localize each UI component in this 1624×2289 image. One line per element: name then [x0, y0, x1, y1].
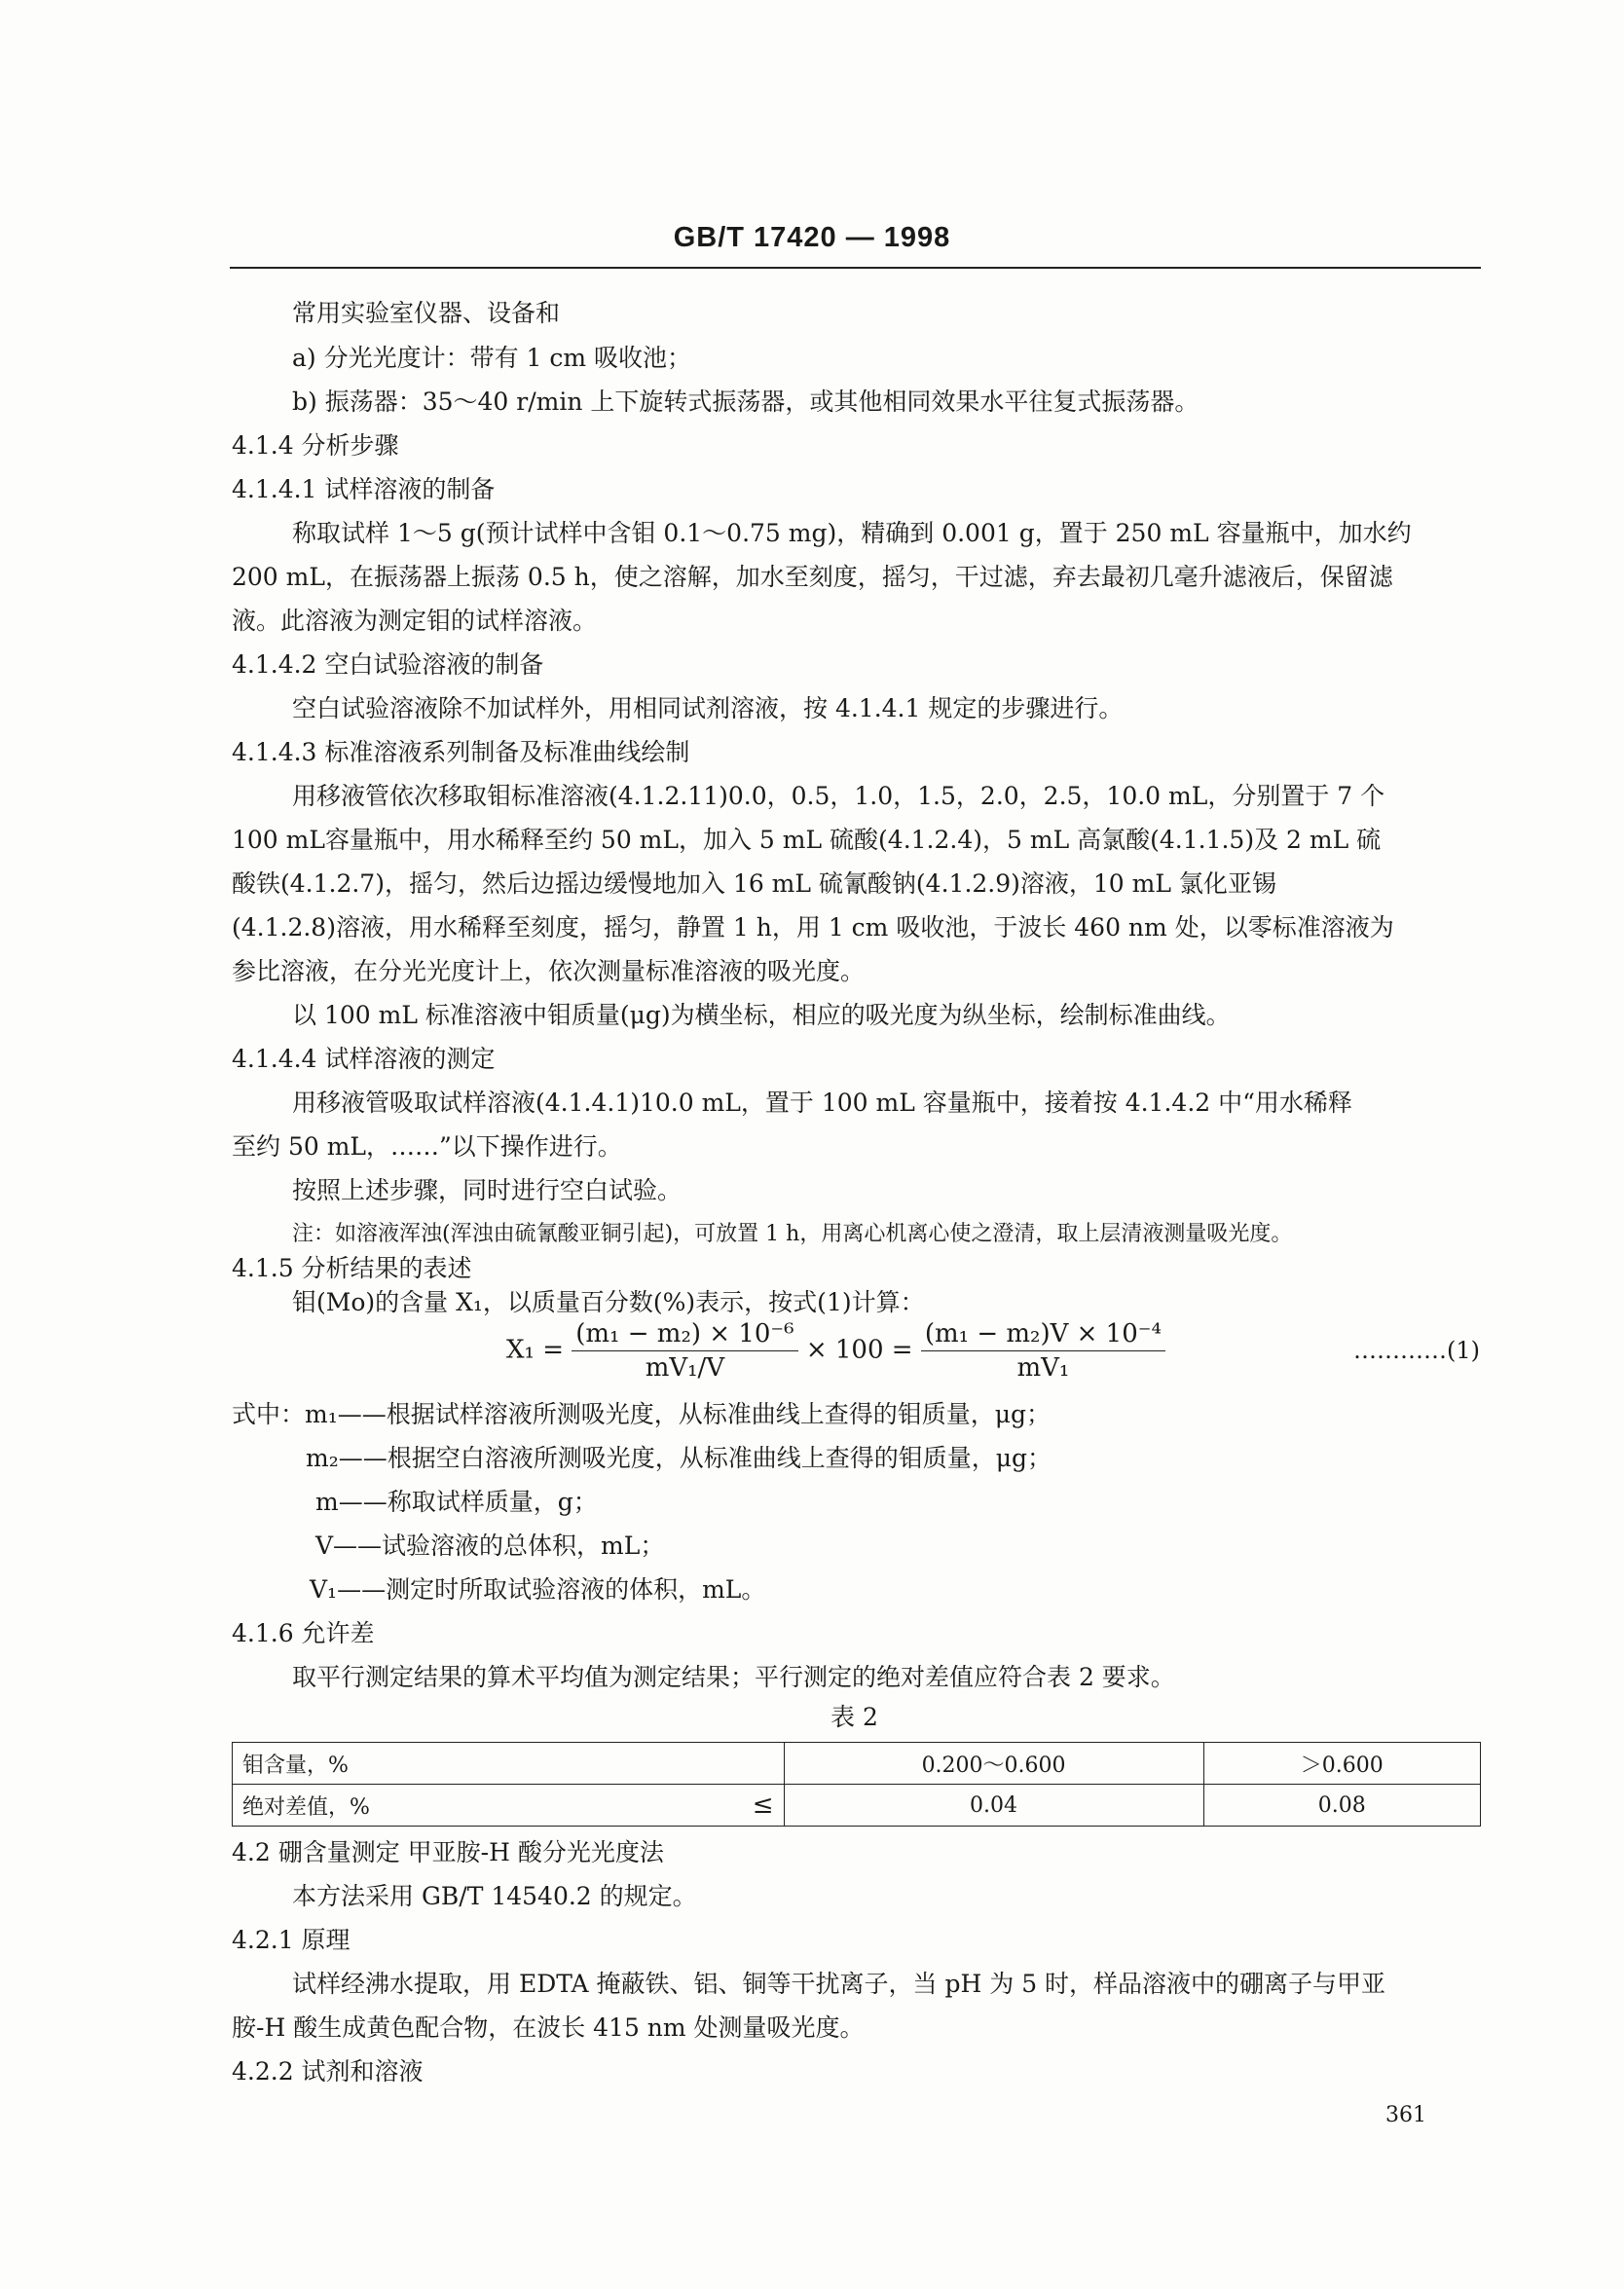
text-line: 以 100 mL 标准溶液中钼质量(μg)为横坐标，相应的吸光度为纵坐标，绘制标准曲线。	[292, 1001, 1231, 1029]
section-heading: 4.1.4.2 空白试验溶液的制备	[232, 650, 544, 679]
table-cell: 0.200～0.600	[784, 1743, 1203, 1785]
table-cell: 钼含量，%	[233, 1743, 785, 1785]
definition-line: V₁——测定时所取试验溶液的体积，mL。	[310, 1575, 766, 1604]
text-line: 100 mL容量瓶中，用水稀释至约 50 mL，加入 5 mL 硫酸(4.1.2.4)，5 mL 高氯酸(4.1.1.5)及 2 mL 硫	[232, 826, 1382, 854]
definition-line: 式中：m₁——根据试样溶液所测吸光度，从标准曲线上查得的钼质量，μg；	[232, 1400, 1051, 1428]
text-line: 用移液管吸取试样溶液(4.1.4.1)10.0 mL，置于 100 mL 容量瓶中，接着按 4.1.4.2 中“用水稀释	[292, 1089, 1352, 1117]
text-line: 常用实验室仪器、设备和	[292, 299, 561, 327]
table-cell: 0.08	[1203, 1785, 1480, 1827]
fraction-1-denominator: mV₁/V	[645, 1353, 725, 1383]
text-line: 至约 50 mL，……”以下操作进行。	[232, 1132, 622, 1161]
equation-number: …………(1)	[1353, 1337, 1480, 1364]
formula-fraction-1	[572, 1319, 797, 1383]
text-line: 取平行测定结果的算术平均值为测定结果；平行测定的绝对差值应符合表 2 要求。	[292, 1663, 1175, 1691]
text-line: a) 分光光度计：带有 1 cm 吸收池；	[292, 344, 692, 372]
table-row	[233, 1785, 1481, 1827]
section-heading: 4.2.2 试剂和溶液	[232, 2057, 424, 2086]
table-row	[233, 1743, 1481, 1785]
text-line: b) 振荡器：35～40 r/min 上下旋转式振荡器，或其他相同效果水平往复式振荡器。	[292, 388, 1200, 416]
section-heading: 4.1.6 允许差	[232, 1619, 375, 1647]
formula-lhs: X₁ =	[506, 1335, 564, 1365]
table-cell: ＞0.600	[1203, 1743, 1480, 1785]
text-line: 本方法采用 GB/T 14540.2 的规定。	[292, 1882, 697, 1910]
text-line: 液。此溶液为测定钼的试样溶液。	[232, 607, 598, 635]
header-rule	[230, 267, 1481, 269]
text-line: 酸铁(4.1.2.7)，摇匀，然后边摇边缓慢地加入 16 mL 硫氰酸钠(4.1.2.9)溶液，10 mL 氯化亚锡	[232, 869, 1276, 898]
table-2	[232, 1742, 1481, 1827]
document-code-header: GB/T 17420 — 1998	[673, 222, 951, 253]
section-heading: 4.1.4 分析步骤	[232, 431, 399, 460]
section-heading: 4.2 硼含量测定 甲亚胺-H 酸分光光度法	[232, 1838, 664, 1866]
section-heading: 4.1.4.1 试样溶液的制备	[232, 475, 496, 503]
text-line: (4.1.2.8)溶液，用水稀释至刻度，摇匀，静置 1 h，用 1 cm 吸收池，于波长 460 nm 处，以零标准溶液为	[232, 913, 1394, 941]
section-heading: 4.2.1 原理	[232, 1926, 351, 1954]
definition-line: V——试验溶液的总体积，mL；	[315, 1532, 665, 1560]
definition-line: m——称取试样质量，g；	[315, 1488, 598, 1516]
formula-fraction-2	[921, 1319, 1165, 1383]
section-heading: 4.1.4.4 试样溶液的测定	[232, 1045, 496, 1073]
section-heading: 4.1.5 分析结果的表述	[232, 1254, 472, 1282]
text-line: 钼(Mo)的含量 X₁，以质量百分数(%)表示，按式(1)计算：	[292, 1288, 925, 1316]
fraction-1-numerator: (m₁ − m₂) × 10⁻⁶	[572, 1319, 797, 1351]
table-caption: 表 2	[830, 1703, 878, 1731]
formula-middle: × 100 =	[805, 1335, 913, 1365]
table-cell: ≤	[573, 1785, 784, 1827]
text-line: 称取试样 1～5 g(预计试样中含钼 0.1～0.75 mg)，精确到 0.001 g，置于 250 mL 容量瓶中，加水约	[292, 519, 1412, 547]
fraction-2-numerator: (m₁ − m₂)V × 10⁻⁴	[921, 1319, 1165, 1351]
equation-1	[506, 1319, 1480, 1387]
table-cell: 绝对差值，%	[233, 1785, 574, 1827]
fraction-2-denominator: mV₁	[1016, 1353, 1070, 1383]
text-line: 试样经沸水提取，用 EDTA 掩蔽铁、铝、铜等干扰离子，当 pH 为 5 时，样品溶液中的硼离子与甲亚	[292, 1970, 1386, 1998]
section-heading: 4.1.4.3 标准溶液系列制备及标准曲线绘制	[232, 738, 690, 766]
text-line: 200 mL，在振荡器上振荡 0.5 h，使之溶解，加水至刻度，摇匀，干过滤，弃去最初几毫升滤液后，保留滤	[232, 563, 1393, 591]
text-line: 用移液管依次移取钼标准溶液(4.1.2.11)0.0，0.5，1.0，1.5，2.0，2.5，10.0 mL，分别置于 7 个	[292, 782, 1385, 810]
text-line: 胺-H 酸生成黄色配合物，在波长 415 nm 处测量吸光度。	[232, 2013, 865, 2042]
table-cell: 0.04	[784, 1785, 1203, 1827]
text-line: 按照上述步骤，同时进行空白试验。	[292, 1176, 683, 1204]
note-line: 注：如溶液浑浊(浑浊由硫氰酸亚铜引起)，可放置 1 h，用离心机离心使之澄清，取上层清液测量吸光度。	[292, 1222, 1293, 1246]
text-line: 空白试验溶液除不加试样外，用相同试剂溶液，按 4.1.4.1 规定的步骤进行。	[292, 694, 1124, 722]
definition-line: m₂——根据空白溶液所测吸光度，从标准曲线上查得的钼质量，μg；	[306, 1444, 1052, 1472]
text-line: 参比溶液，在分光光度计上，依次测量标准溶液的吸光度。	[232, 957, 866, 985]
page-number: 361	[1385, 2103, 1426, 2127]
